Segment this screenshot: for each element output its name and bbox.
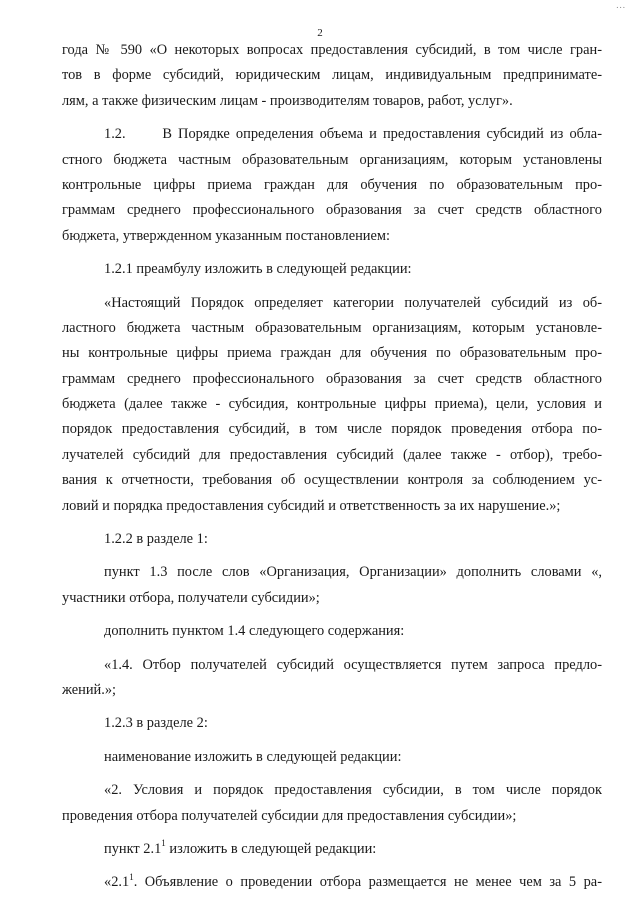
text-line: ны контрольные цифры приема граждан для обучения по образовательным про-: [62, 345, 602, 362]
superscript: 1: [129, 871, 134, 882]
text-segment: изложить в следующей редакции:: [165, 840, 377, 857]
text-line: «2. Условия и порядок предоставления субсидии, в том числе порядок: [104, 782, 602, 799]
text-line: контрольные цифры приема граждан для обучения по образовательным про-: [62, 176, 602, 193]
text-line: лучателей субсидий для предоставления субсидий (далее также - отбор), требо-: [62, 446, 602, 463]
text-line: граммам среднего профессионального образования за счет средств областного: [62, 370, 602, 387]
text-line: участники отбора, получатели субсидии»;: [62, 589, 320, 606]
text-segment: . Объявление о проведении отбора размещается не менее чем за 5 ра-: [133, 874, 602, 891]
text-line: 1.2.1 преамбулу изложить в следующей редакции:: [104, 261, 412, 278]
text-line: жений.»;: [62, 681, 117, 698]
text-line: [62, 837, 602, 862]
corner-mark: ...: [616, 0, 626, 10]
text-line: ловий и порядка предоставления субсидий и ответственность за их нарушение.»;: [62, 497, 561, 514]
text-line: 1.2.2 в разделе 1:: [104, 531, 208, 548]
text-line: [62, 870, 602, 895]
text-line: бюджета (далее также - субсидия, контрольные цифры приема), цели, условия и: [62, 396, 602, 413]
text-segment: пункт 2.1: [104, 840, 162, 857]
text-line: лям, а также физическим лицам - производителям товаров, работ, услуг».: [62, 92, 513, 109]
text-line: наименование изложить в следующей редакции:: [104, 748, 402, 765]
text-line: года № 590 «О некоторых вопросах предоставления субсидий, в том числе гран-: [62, 42, 602, 58]
text-line: 1.2.3 в разделе 2:: [104, 715, 208, 732]
document-body: [62, 38, 602, 896]
text-line: тов в форме субсидий, юридическим лицам, индивидуальным предпринимате-: [62, 67, 602, 84]
text-line: пункт 1.3 после слов «Организация, Организации» дополнить словами «,: [104, 564, 602, 581]
text-line: ластного бюджета частным образовательным организациям, которым установле-: [62, 319, 602, 336]
page-number: 2: [317, 27, 323, 39]
text-line: порядок предоставления субсидий, в том числе порядок проведения отбора по-: [62, 421, 602, 438]
text-line: бюджета, утвержденном указанным постановлением:: [62, 227, 390, 244]
text-line: 1.2. В Порядке определения объема и предоставления субсидий из обла-: [104, 126, 602, 143]
text-line: граммам среднего профессионального образования за счет средств областного: [62, 202, 602, 219]
superscript: 1: [161, 838, 166, 849]
text-line: вания к отчетности, требования об осуществлении контроля за соблюдением ус-: [62, 472, 602, 489]
text-segment: «2.1: [104, 874, 130, 891]
text-line: дополнить пунктом 1.4 следующего содержания:: [104, 623, 405, 640]
text-line: проведения отбора получателей субсидии для предоставления субсидии»;: [62, 807, 517, 824]
text-line: «Настоящий Порядок определяет категории получателей субсидий из об-: [104, 294, 602, 311]
text-line: стного бюджета частным образовательным организациям, которым установлены: [62, 151, 602, 168]
text-line: «1.4. Отбор получателей субсидий осуществляется путем запроса предло-: [104, 656, 602, 673]
